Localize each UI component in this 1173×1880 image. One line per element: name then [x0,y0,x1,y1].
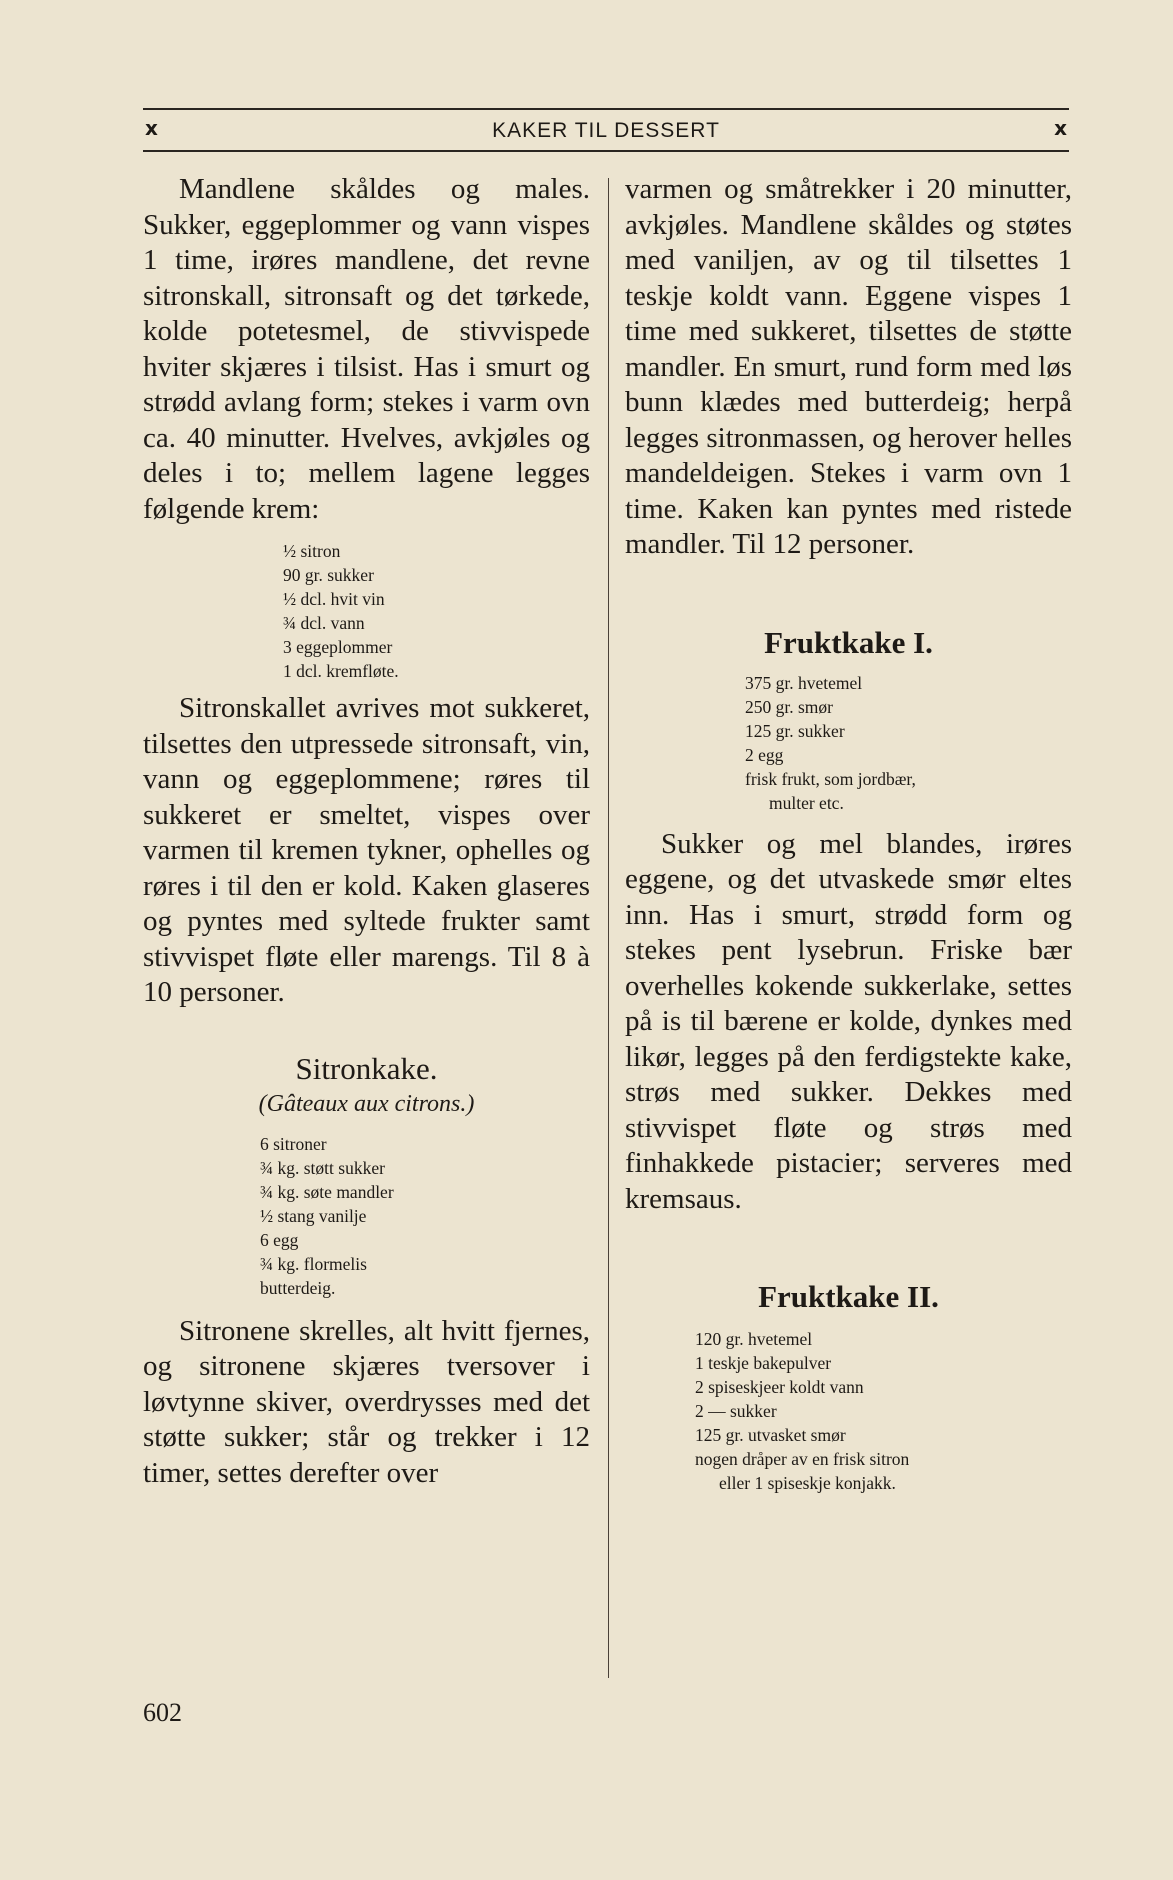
running-header [143,108,1069,152]
ingredient: 2 — sukker [695,1401,777,1421]
recipe-title: Sitronkake. [295,1050,438,1086]
ingredient: frisk frukt, som jordbær, [745,768,916,789]
paragraph: Sitronene skrelles, alt hvitt fjernes, og sitronene skjæres tversover i løvtynne skiver, overdrysses med det støtte sukker; står og trekker i 12 timer, settes derefter over [143,1314,590,1489]
ornament-left: x [145,116,158,140]
ingredient: butterdeig. [260,1277,336,1298]
fruktkake-2-ingredient-list [695,1327,1072,1495]
sitronkake-ingredient-list [260,1132,590,1300]
ingredient: 3 eggeplommer [283,637,393,657]
ingredient: 90 gr. sukker [283,565,374,585]
ingredient: 1 teskje bakepulver [695,1353,832,1373]
ingredient: 2 egg [745,744,784,765]
ingredient: 250 gr. smør [745,696,833,717]
ingredient: 1 dcl. kremfløte. [283,661,399,681]
ingredient: 120 gr. hvetemel [695,1329,813,1349]
ingredient: ½ dcl. hvit vin [283,589,385,609]
ingredient: ½ stang vanilje [260,1205,367,1226]
ingredient: 6 sitroner [260,1133,327,1154]
ingredient: nogen dråper av en frisk sitron [695,1449,910,1469]
paragraph: Sitronskallet avrives mot sukkeret, tilsettes den utpressede sitronsaft, vin, vann og eggeplommene; røres til sukkeret er smeltet, vispes over varmen til kremen tykner, ophelles og røres i til den er kold. Kaken glaseres og pyntes med syltede frukter samt stivvispet fløte eller marengs. Til 8 à 10 personer. [143,692,590,1008]
paragraph: Mandlene skåldes og males. Sukker, eggeplommer og vann vispes 1 time, irøres mandlene, det revne sitronskall, sitronsaft og det tørkede, kolde potetesmel, de stivvispede hviter skjæres i tilsist. Has i smurt og strødd avlang form; stekes i varm ovn ca. 40 minutter. Hvelves, avkjøles og deles i to; mellem lagene legges følgende krem: [143,173,590,525]
fruktkake-1-ingredient-list [745,671,1072,815]
ingredient: ¾ kg. støtt sukker [260,1157,385,1178]
ingredient: eller 1 spiseskje konjakk. [719,1473,896,1493]
ornament-right: x [1054,116,1067,140]
ingredient: ¾ kg. søte mandler [260,1181,394,1202]
cream-ingredient-list [283,539,590,683]
ingredient: 6 egg [260,1229,299,1250]
column-divider [608,178,609,1678]
ingredient: ¾ dcl. vann [283,613,365,633]
ingredient: multer etc. [769,792,844,813]
ingredient: ½ sitron [283,541,341,561]
ingredient: 125 gr. sukker [745,720,845,741]
paragraph: Sukker og mel blandes, irøres eggene, og det utvaskede smør eltes inn. Has i smurt, strødd form og stekes pent lysebrun. Friske bær overhelles kokende sukkerlake, settes på is til bærene er kolde, dynkes med likør, legges på den ferdigstekte kake, strøs med sukker. Dekkes med stivvispet fløte og strøs med finhakkede pistacier; serveres med kremsaus. [625,827,1072,1215]
recipe-subtitle: (Gâteaux aux citrons.) [258,1090,475,1117]
recipe-title: Fruktkake II. [758,1279,939,1314]
ingredient: ¾ kg. flormelis [260,1253,367,1274]
left-column [143,172,590,1491]
header-title: KAKER TIL DESSERT [492,119,720,142]
paragraph: varmen og småtrekker i 20 minutter, avkjøles. Mandlene skåldes og støtes med vaniljen, av og til tilsettes 1 teskje koldt vann. Eggene vispes 1 time med sukkeret, tilsettes de støtte mandler. En smurt, rund form med løs bunn klædes med butterdeig; herpå legges sitronmassen, og herover helles mandeldeigen. Stekes i varm ovn 1 time. Kaken kan pyntes med ristede mandler. Til 12 personer. [625,173,1072,560]
ingredient: 375 gr. hvetemel [745,672,863,693]
ingredient: 125 gr. utvasket smør [695,1425,846,1445]
recipe-title: Fruktkake I. [764,624,933,660]
ingredient: 2 spiseskjeer koldt vann [695,1377,864,1397]
page-number: 602 [143,1698,182,1727]
right-column [625,172,1072,1495]
